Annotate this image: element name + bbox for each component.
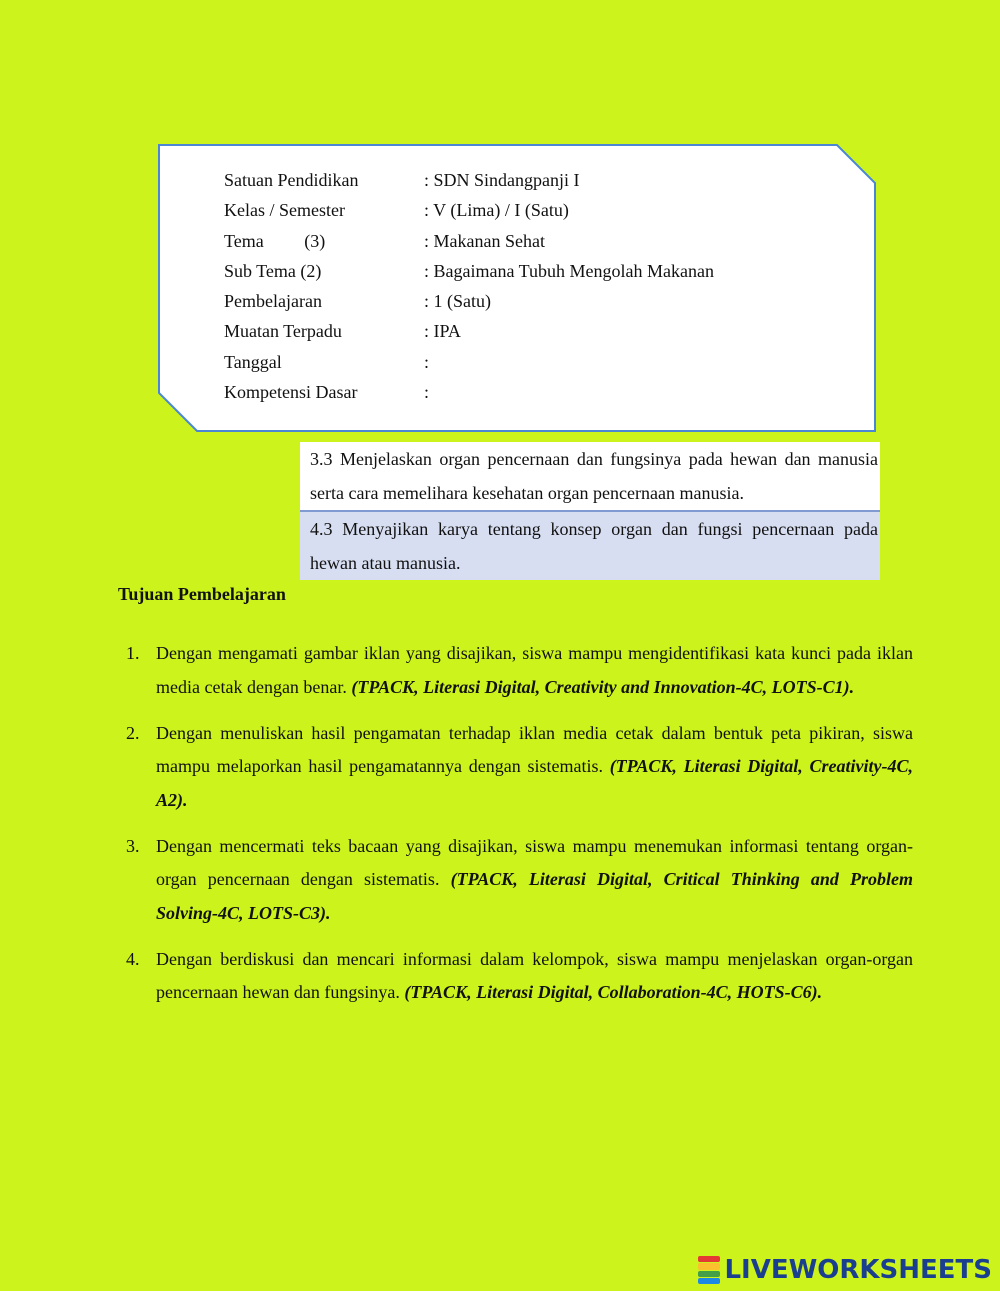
objectives-title: Tujuan Pembelajaran [118, 584, 286, 604]
item-number: 4. [126, 948, 140, 969]
list-item [118, 830, 913, 931]
info-row-satuan [224, 168, 824, 198]
info-row-pembelajaran [224, 289, 824, 319]
objectives-list [118, 637, 913, 1022]
logo-icon [698, 1256, 720, 1284]
kd-row-3-3: 3.3 Menjelaskan organ pencernaan dan fungsinya pada hewan dan manusia serta cara memelihara kesehatan organ pencernaan manusia. [300, 442, 880, 510]
item-body: Dengan mencermati teks bacaan yang disajikan, siswa mampu menemukan informasi tentang organ-organ pencernaan dengan sistematis. [156, 835, 913, 889]
item-body: Dengan mengamati gambar iklan yang disajikan, siswa mampu mengidentifikasi kata kunci pada iklan media cetak dengan benar. [156, 643, 913, 697]
info-label: Kelas / Semester [224, 200, 345, 221]
info-row-kelas [224, 198, 824, 228]
info-value: : V (Lima) / I (Satu) [424, 200, 569, 221]
item-tag: (TPACK, Literasi Digital, Critical Thinking and Problem Solving-4C, LOTS-C3). [156, 869, 914, 923]
item-text [156, 637, 913, 704]
kompetensi-dasar-table [300, 442, 880, 580]
item-text [156, 830, 913, 931]
item-text [156, 943, 913, 1010]
info-value: : Bagaimana Tubuh Mengolah Makanan [424, 260, 714, 281]
list-item [118, 717, 913, 818]
list-item [118, 943, 913, 1010]
item-tag: (TPACK, Literasi Digital, Collaboration-4C, HOTS-C6). [404, 982, 823, 1002]
info-row-tanggal [224, 350, 824, 380]
info-row-subtema [224, 259, 824, 289]
info-value: : [424, 382, 430, 403]
info-value: : [424, 351, 430, 372]
item-body: Dengan berdiskusi dan mencari informasi dalam kelompok, siswa mampu menjelaskan organ-organ pencernaan hewan dan fungsinya. [156, 948, 913, 1002]
item-number: 1. [126, 643, 140, 663]
info-label: Kompetensi Dasar [224, 382, 358, 403]
info-value: : Makanan Sehat [424, 230, 545, 251]
info-label: Satuan Pendidikan [224, 170, 359, 190]
info-label: Tema (3) [224, 230, 326, 251]
item-tag: (TPACK, Literasi Digital, Creativity-4C, A2). [156, 756, 913, 810]
info-box [157, 143, 877, 433]
item-body: Dengan menuliskan hasil pengamatan terhadap iklan media cetak dalam bentuk peta pikiran, siswa mampu melaporkan hasil pengamatannya dengan sistematis. [156, 722, 913, 776]
item-number: 2. [126, 722, 140, 743]
item-number: 3. [126, 835, 140, 856]
info-label: Sub Tema (2) [224, 260, 322, 281]
logo-text: LIVEWORKSHEETS [724, 1255, 992, 1285]
info-rows [224, 168, 824, 410]
kd-row-4-3: 4.3 Menyajikan karya tentang konsep organ dan fungsi pencernaan pada hewan atau manusia. [300, 510, 880, 580]
list-item [118, 637, 913, 704]
item-tag: (TPACK, Literasi Digital, Creativity and Innovation-4C, LOTS-C1). [351, 676, 855, 697]
info-label: Tanggal [224, 351, 282, 372]
info-label: Pembelajaran [224, 291, 322, 312]
info-row-tema [224, 229, 824, 259]
item-text [156, 717, 913, 818]
info-value: : IPA [424, 321, 461, 342]
info-value: : SDN Sindangpanji I [424, 170, 580, 190]
info-row-kompetensi [224, 380, 824, 410]
info-value: : 1 (Satu) [424, 291, 491, 312]
liveworksheets-logo [698, 1253, 992, 1287]
info-label: Muatan Terpadu [224, 321, 342, 342]
info-row-muatan [224, 319, 824, 349]
